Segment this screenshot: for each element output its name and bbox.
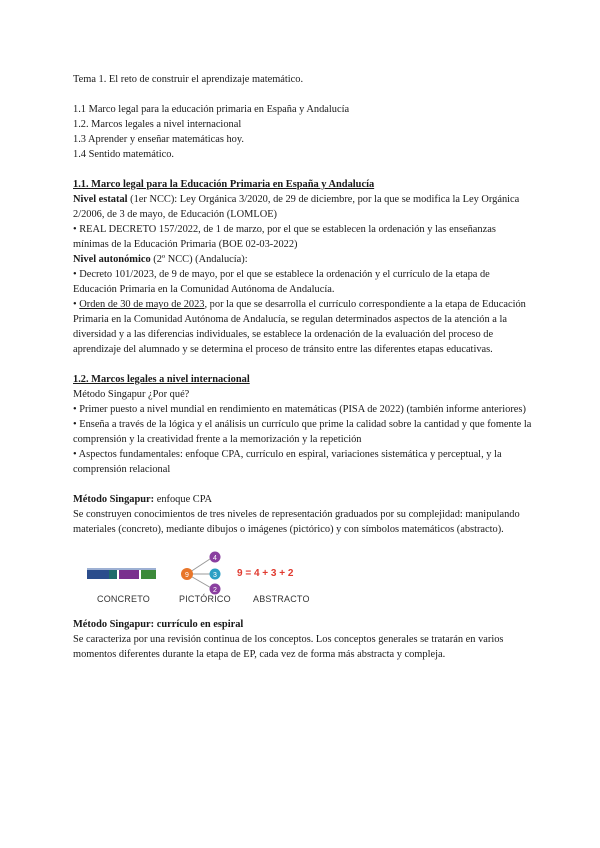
nivel-autonomico-label: Nivel autonómico: [73, 254, 151, 265]
nivel-estatal-label: Nivel estatal: [73, 194, 128, 205]
caption-concreto: CONCRETO: [97, 594, 150, 604]
nivel-autonomico-text: (2º NCC) (Andalucía):: [150, 254, 248, 265]
orden-bullet: [73, 297, 533, 357]
singapur-bullet-3: • Aspectos fundamentales: enfoque CPA, currículo en espiral, variaciones sistemática y perceptual, y la comprensión relacional: [73, 449, 502, 475]
nivel-estatal-paragraph: [73, 192, 533, 222]
document-page: [73, 72, 533, 662]
caption-abstracto: ABSTRACTO: [253, 594, 310, 604]
pictorial-number-bond-icon: [181, 552, 221, 595]
section-1-heading: 1.1. Marco legal para la Educación Primaria en España y Andalucía: [73, 179, 375, 190]
toc-item-1: 1.1 Marco legal para la educación primaria en España y Andalucía: [73, 104, 350, 115]
node-9: 9: [185, 572, 189, 579]
abstract-equation: 9 = 4 + 3 + 2: [237, 568, 294, 579]
toc-item-4: 1.4 Sentido matemático.: [73, 149, 174, 160]
espiral-description: Se caracteriza por una revisión continua de los conceptos. Los conceptos generales se tratarán en varios momentos diferentes durante la etapa de EP, cada vez de forma más abstracta y compleja.: [73, 634, 504, 660]
real-decreto-bullet: • REAL DECRETO 157/2022, de 1 de marzo, por el que se establecen la ordenación y las enseñanzas mínimas de la Educación Primaria (BOE 02-03-2022): [73, 224, 496, 250]
concrete-cubes-icon: [87, 568, 156, 579]
node-3: 3: [213, 572, 217, 579]
decreto-bullet: • Decreto 101/2023, de 9 de mayo, por el que se establece la ordenación y el currículo de la etapa de Educación Primaria en la Comunidad Autónoma de Andalucía.: [73, 269, 490, 295]
document-title: Tema 1. El reto de construir el aprendizaje matemático.: [73, 74, 304, 85]
section-2-heading: 1.2. Marcos legales a nivel internacional: [73, 374, 250, 385]
cpa-heading: [73, 492, 533, 507]
singapur-bullet-2: • Enseña a través de la lógica y el análisis un currículo que prime la calidad sobre la cantidad y que fomente la comprensión y la creatividad frente a la memorización y la repetición: [73, 419, 532, 445]
singapur-bullet-1: • Primer puesto a nivel mundial en rendimiento en matemáticas (PISA de 2022) (también informe anteriores): [73, 404, 526, 415]
nivel-estatal-text: (1er NCC): Ley Orgánica 3/2020, de 29 de diciembre, por la que se modifica la Ley Orgánica 2/2006, de 3 de mayo, de Educación (LOMLOE): [73, 194, 520, 220]
cpa-figure: [75, 545, 310, 607]
node-4: 4: [213, 555, 217, 562]
cpa-label: Método Singapur:: [73, 494, 155, 505]
node-2: 2: [213, 587, 217, 594]
nivel-autonomico-paragraph: [73, 252, 533, 267]
toc-item-2: 1.2. Marcos legales a nivel internacional: [73, 119, 242, 130]
orden-link[interactable]: Orden de 30 de mayo de 2023: [79, 299, 205, 310]
singapur-question: Método Singapur ¿Por qué?: [73, 389, 190, 400]
cpa-description: Se construyen conocimientos de tres niveles de representación graduados por su complejidad: manipulando materiales (concreto), mediante dibujos o imágenes (pictórico) y con símbolos matemáticos (abstracto).: [73, 509, 520, 535]
cpa-diagram: [75, 545, 294, 594]
bullet-mark: •: [73, 299, 80, 310]
espiral-heading: Método Singapur: currículo en espiral: [73, 619, 244, 630]
orden-text: , por la que se desarrolla el currículo correspondiente a la etapa de Educación Primaria en la Comunidad Autónoma de Andalucía, se regulan determinados aspectos de la atención a la diversidad y a las diferencias individuales, se establece la ordenación de la evaluación del proceso de aprendizaje del alumnado y se determina el proceso de tránsito entre las diferentes etapas educativas.: [73, 299, 526, 355]
caption-pictorico: PICTÓRICO: [179, 594, 231, 604]
toc-item-3: 1.3 Aprender y enseñar matemáticas hoy.: [73, 134, 244, 145]
cpa-text: enfoque CPA: [154, 494, 213, 505]
